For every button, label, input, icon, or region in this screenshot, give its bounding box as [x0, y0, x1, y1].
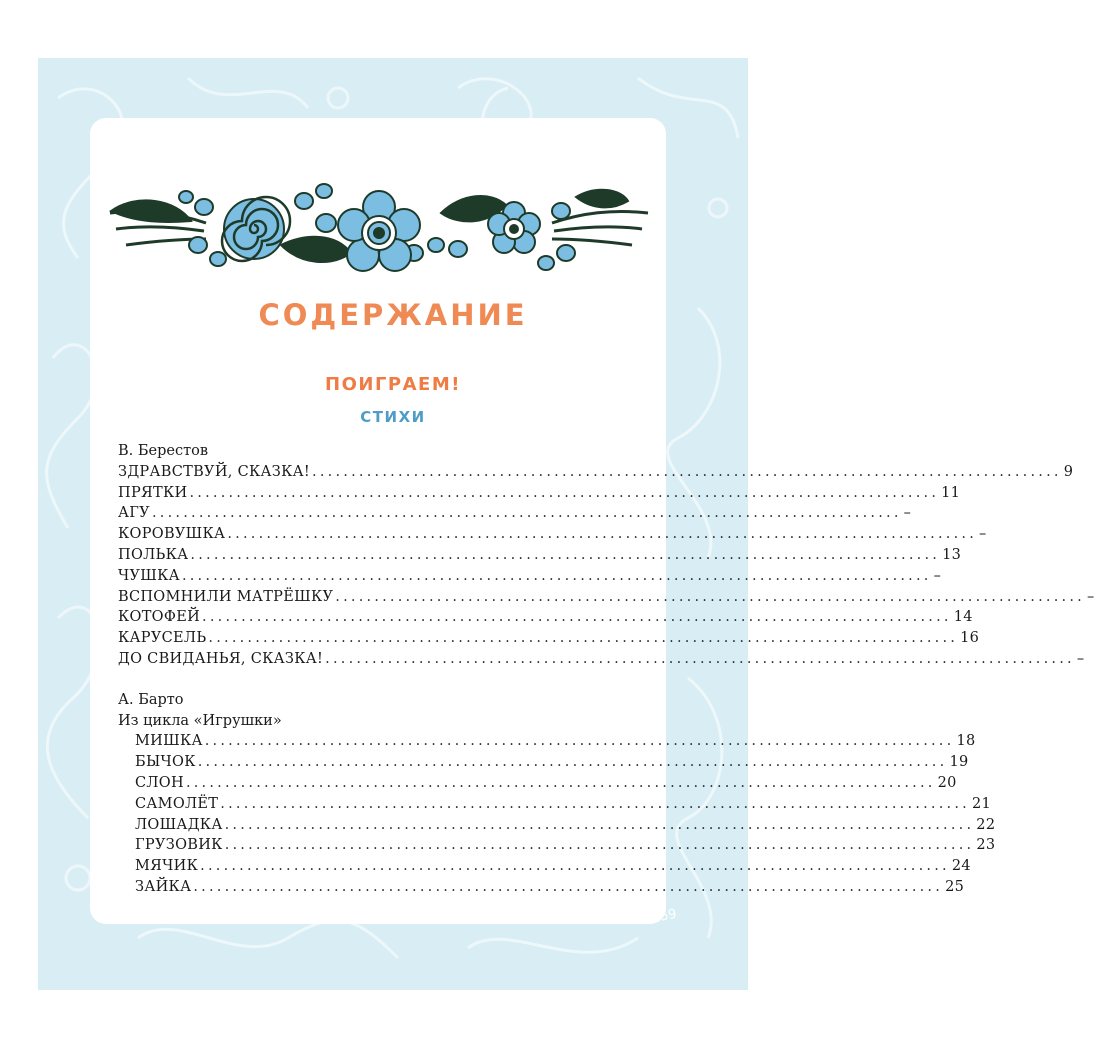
- entry-page: –: [979, 526, 987, 543]
- entry-title: САМОЛЁТ: [135, 795, 219, 812]
- entry-page: 23: [976, 837, 996, 854]
- author-name: А. Барто: [118, 691, 184, 708]
- entry-page: –: [933, 567, 942, 584]
- toc-group-berestov: [118, 441, 1095, 670]
- entry-page: –: [1076, 650, 1085, 667]
- dot-leader: ................................................................................................: [224, 837, 975, 854]
- toc-entry[interactable]: [118, 462, 1074, 483]
- toc-entry[interactable]: [118, 566, 942, 587]
- dot-leader: ................................................................................................: [185, 774, 936, 791]
- toc-entry[interactable]: [118, 731, 976, 752]
- toc-entry[interactable]: [118, 877, 965, 898]
- entry-title: БЫЧОК: [135, 754, 196, 771]
- dot-leader: ................................................................................................: [208, 630, 959, 647]
- entry-title: ПРЯТКИ: [118, 484, 188, 501]
- page-title: СОДЕРЖАНИЕ: [258, 298, 528, 332]
- dot-leader: ................................................................................................: [325, 650, 1075, 667]
- entry-title: ВСПОМНИЛИ МАТРЁШКУ: [118, 588, 334, 605]
- page-number: 259: [650, 906, 679, 927]
- entry-page: 24: [951, 858, 971, 875]
- table-of-contents: [118, 441, 1095, 898]
- dot-leader: ................................................................................................: [220, 795, 970, 812]
- dot-leader: ................................................................................................: [335, 588, 1085, 605]
- entry-page: –: [1086, 588, 1095, 605]
- entry-title: ДО СВИДАНЬЯ, СКАЗКА!: [118, 650, 324, 667]
- entry-title: КАРУСЕЛЬ: [118, 630, 207, 647]
- entry-page: 19: [949, 754, 969, 771]
- entry-page: 22: [976, 816, 996, 833]
- dot-leader: ................................................................................................: [202, 609, 952, 626]
- toc-entry[interactable]: [118, 649, 1085, 670]
- entry-title: ЧУШКА: [118, 567, 180, 584]
- entry-page: 18: [956, 733, 976, 750]
- dot-leader: ................................................................................................: [204, 733, 955, 750]
- toc-entry[interactable]: [118, 587, 1095, 608]
- author-name: В. Берестов: [118, 443, 209, 459]
- entry-title: МИШКА: [135, 733, 203, 750]
- entry-page: –: [903, 505, 912, 522]
- entry-page: 21: [971, 795, 992, 812]
- toc-entry[interactable]: [118, 773, 957, 794]
- toc-entry[interactable]: [118, 628, 980, 649]
- entry-page: 25: [945, 878, 965, 895]
- dot-leader: ................................................................................................: [190, 546, 941, 563]
- toc-entry[interactable]: [118, 794, 992, 815]
- dot-leader: ................................................................................................: [193, 878, 944, 895]
- entry-page: 13: [942, 546, 962, 563]
- entry-title: ЛОШАДКА: [135, 816, 223, 833]
- entry-title: СЛОН: [135, 774, 184, 791]
- toc-entry[interactable]: [118, 815, 996, 836]
- toc-entry[interactable]: [118, 483, 961, 504]
- entry-page: 20: [937, 774, 957, 791]
- dot-leader: ................................................................................................: [181, 567, 932, 584]
- subsection-heading: СТИХИ: [360, 408, 426, 426]
- dot-leader: ................................................................................................: [312, 463, 1062, 480]
- entry-page: 14: [953, 609, 973, 626]
- toc-entry[interactable]: [118, 503, 912, 524]
- entry-title: ЗАЙКА: [135, 878, 192, 895]
- toc-entry[interactable]: [118, 752, 969, 773]
- toc-group-barto: [118, 690, 996, 898]
- entry-title: КОРОВУШКА: [118, 526, 226, 543]
- entry-title: МЯЧИК: [135, 858, 199, 875]
- section-heading: ПОИГРАЕМ!: [325, 374, 461, 395]
- dot-leader: ................................................................................................: [200, 858, 950, 875]
- toc-entry[interactable]: [118, 835, 996, 856]
- dot-leader: ................................................................................................: [189, 484, 940, 501]
- dot-leader: ................................................................................................: [151, 505, 902, 522]
- dot-leader: ................................................................................................: [224, 816, 975, 833]
- dot-leader: ................................................................................................: [197, 754, 948, 771]
- entry-title: КОТОФЕЙ: [118, 609, 201, 626]
- toc-entry[interactable]: [118, 545, 962, 566]
- entry-title: ПОЛЬКА: [118, 546, 189, 563]
- cycle-title: Из цикла «Игрушки»: [118, 712, 282, 729]
- entry-page: 9: [1063, 463, 1074, 480]
- toc-entry[interactable]: [118, 524, 987, 545]
- entry-page: 16: [960, 630, 980, 647]
- toc-entry[interactable]: [118, 856, 971, 877]
- entry-page: 11: [941, 484, 961, 501]
- entry-title: ЗДРАВСТВУЙ, СКАЗКА!: [118, 463, 311, 480]
- entry-title: ГРУЗОВИК: [135, 837, 223, 854]
- toc-entry[interactable]: [118, 607, 973, 628]
- dot-leader: ................................................................................................: [227, 526, 978, 543]
- entry-title: АГУ: [118, 505, 150, 522]
- folk-ornament-icon: [106, 183, 652, 279]
